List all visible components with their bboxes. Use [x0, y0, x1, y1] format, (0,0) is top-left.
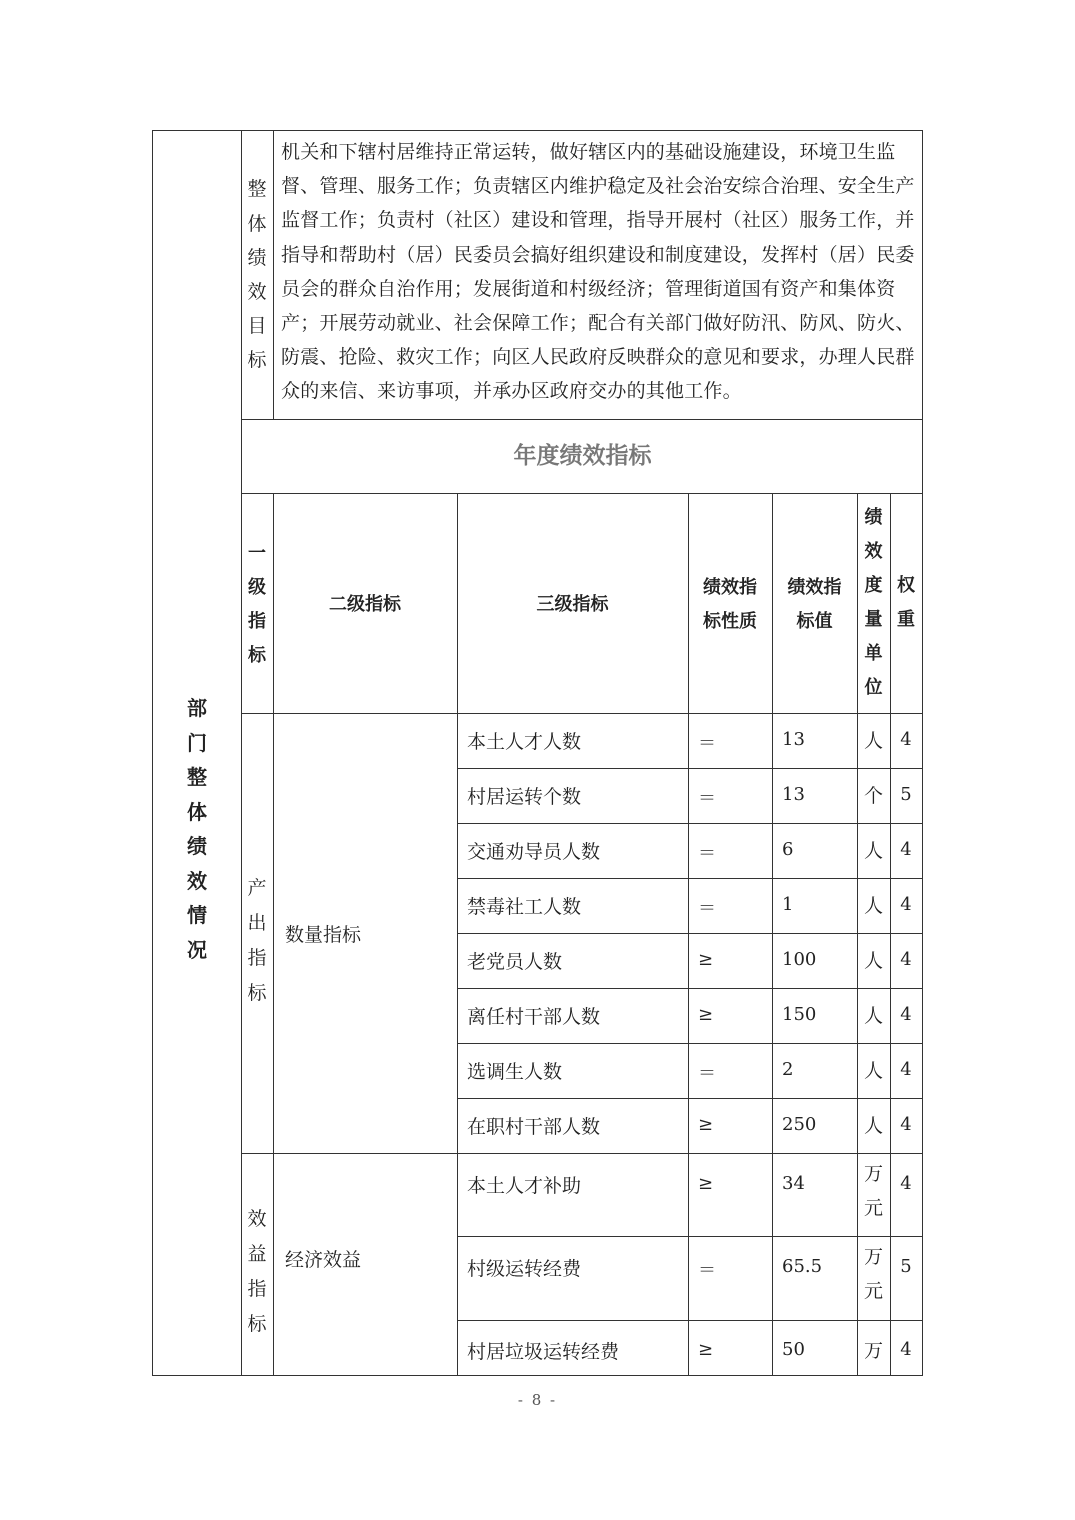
- char: 绩: [247, 246, 267, 269]
- indicator-weight: 4: [900, 1339, 912, 1360]
- char: 标性质: [703, 611, 757, 632]
- char: 一: [248, 543, 266, 564]
- grid-line: [457, 493, 458, 1375]
- char: 效: [247, 281, 267, 303]
- grid-line: [457, 1043, 922, 1044]
- char: 度: [864, 575, 883, 596]
- char: 人: [863, 839, 883, 862]
- char: 指: [247, 947, 267, 969]
- char: 标: [247, 349, 267, 372]
- indicator-name: 离任村干部人数: [467, 1005, 601, 1028]
- char: 人: [863, 949, 883, 972]
- header-level3: 三级指标: [536, 594, 609, 615]
- grid-line: [273, 131, 274, 419]
- indicator-value: 1: [782, 893, 794, 915]
- indicator-value: 2: [782, 1058, 794, 1080]
- indicator-unit: [857, 944, 890, 978]
- indicator-name: 老党员人数: [467, 950, 563, 973]
- grid-line: [457, 933, 922, 934]
- char: 体: [247, 212, 267, 235]
- grid-line: [457, 878, 922, 879]
- indicator-unit: [857, 1109, 890, 1143]
- indicator-weight: 4: [900, 948, 912, 970]
- indicator-weight: 4: [900, 893, 912, 915]
- indicator-unit: [857, 834, 890, 868]
- indicator-name: 交通劝导员人数: [467, 840, 601, 863]
- indicator-weight: 5: [900, 783, 912, 805]
- indicator-value: 100: [782, 948, 817, 970]
- indicator-unit: [857, 999, 890, 1033]
- indicator-nature: ≥: [698, 1003, 714, 1025]
- char: 出: [247, 912, 267, 934]
- grid-line: [457, 823, 922, 824]
- char: 标: [247, 982, 267, 1004]
- level1-output: [241, 871, 273, 1011]
- indicator-weight: 4: [900, 1173, 912, 1194]
- indicator-name: 村居垃圾运转经费: [467, 1341, 620, 1363]
- char: 情: [187, 903, 207, 927]
- char: 元: [863, 1196, 883, 1219]
- grid-line: [457, 1320, 922, 1321]
- grid-line: [273, 493, 274, 1375]
- grid-line: [241, 713, 922, 714]
- indicator-value: 250: [782, 1113, 817, 1135]
- char: 人: [863, 1114, 883, 1137]
- indicator-nature: ＝: [698, 1260, 716, 1281]
- indicator-value: 13: [782, 783, 805, 805]
- indicator-nature: ＝: [698, 897, 716, 919]
- indicator-value: 34: [782, 1173, 805, 1194]
- char: 级: [248, 577, 266, 598]
- char: 效: [864, 541, 883, 562]
- char: 标: [247, 1313, 267, 1335]
- char: 部: [187, 696, 207, 720]
- indicator-nature: ＝: [698, 1062, 716, 1084]
- char: 益: [247, 1243, 267, 1265]
- indicator-nature: ＝: [698, 842, 716, 864]
- char: 门: [187, 730, 207, 755]
- indicator-unit: [857, 724, 890, 758]
- indicator-name: 村居运转个数: [467, 785, 582, 808]
- grid-line: [457, 1098, 922, 1099]
- indicator-nature: ＝: [698, 732, 716, 754]
- indicator-nature: ＝: [698, 787, 716, 809]
- header-level2: 二级指标: [329, 594, 401, 615]
- indicator-unit: [857, 1334, 890, 1368]
- header-unit: [857, 501, 890, 705]
- char: 人: [863, 729, 883, 752]
- char: 单: [864, 643, 883, 664]
- indicator-name: 村级运转经费: [467, 1258, 582, 1280]
- char: 权: [897, 575, 915, 596]
- char: 绩效指: [787, 577, 842, 598]
- header-nature: [688, 571, 772, 639]
- char: 体: [187, 799, 207, 824]
- char: 万: [863, 1162, 883, 1185]
- char: 效: [187, 868, 207, 893]
- indicator-value: 150: [782, 1003, 817, 1025]
- indicator-weight: 4: [900, 1058, 912, 1080]
- indicator-unit: [857, 779, 890, 813]
- char: 万: [863, 1340, 883, 1362]
- indicator-nature: ≥: [698, 948, 714, 970]
- indicator-name: 本土人才人数: [467, 730, 582, 753]
- level2-economic: 经济效益: [285, 1249, 362, 1271]
- indicator-nature: ≥: [698, 1173, 714, 1194]
- indicator-name: 选调生人数: [467, 1060, 563, 1083]
- char: 量: [864, 609, 883, 630]
- indicator-nature: ≥: [698, 1113, 714, 1135]
- indicator-unit: [857, 889, 890, 923]
- indicator-nature: ≥: [698, 1339, 714, 1360]
- indicator-weight: 5: [900, 1256, 912, 1277]
- char: 元: [863, 1280, 883, 1302]
- header-value: [772, 571, 857, 639]
- char: 重: [897, 609, 915, 630]
- char: 绩效指: [703, 577, 757, 598]
- indicator-value: 13: [782, 728, 805, 750]
- grid-line: [457, 768, 922, 769]
- goal-label: [241, 172, 273, 377]
- char: 绩: [187, 834, 207, 858]
- section-label: [153, 691, 241, 967]
- annual-title: 年度绩效指标: [513, 443, 652, 469]
- char: 指: [247, 1278, 267, 1300]
- performance-table: [152, 130, 923, 1376]
- char: 产: [247, 877, 267, 899]
- char: 人: [863, 1059, 883, 1082]
- char: 标: [248, 645, 266, 666]
- indicator-value: 65.5: [782, 1256, 823, 1277]
- grid-line: [457, 988, 922, 989]
- char: 人: [863, 894, 883, 917]
- char: 个: [863, 784, 883, 807]
- char: 指: [248, 611, 266, 632]
- grid-line: [241, 493, 922, 494]
- indicator-name: 禁毒社工人数: [467, 895, 582, 918]
- indicator-unit: [857, 1240, 890, 1308]
- char: 标值: [796, 611, 833, 632]
- goal-text: 机关和下辖村居维持正常运转，做好辖区内的基础设施建设，环境卫生监督、管理、服务工作；负责辖区内维护稳定及社会治安综合治理、安全生产监督工作；负责村（社区）建设和管理，指导开展村（社区）服务工作，并指导和帮助村（居）民委员会搞好组织建设和制度建设，发挥村（居）民委员会的群众自治作用；发展街道和村级经济；管理街道国有资产和集体资产；开展劳动就业、社会保障工作；配合有关部门做好防汛、防风、防火、防震、抢险、救灾工作；向区人民政府反映群众的意见和要求，办理人民群众的来信、来访事项，并承办区政府交办的其他工作。: [281, 141, 915, 403]
- indicator-weight: 4: [900, 1003, 912, 1025]
- indicator-weight: 4: [900, 1113, 912, 1135]
- char: 万: [863, 1246, 883, 1268]
- indicator-weight: 4: [900, 728, 912, 750]
- level1-benefit: [241, 1202, 273, 1342]
- page-number: - 8 -: [517, 1391, 558, 1409]
- indicator-weight: 4: [900, 838, 912, 860]
- header-weight: [890, 569, 922, 637]
- header-level1: [241, 537, 273, 673]
- char: 整: [247, 178, 267, 201]
- char: 位: [864, 677, 883, 698]
- char: 目: [247, 315, 267, 338]
- indicator-name: 本土人才补助: [467, 1175, 582, 1197]
- grid-line: [241, 1153, 922, 1154]
- char: 人: [863, 1004, 883, 1027]
- indicator-name: 在职村干部人数: [467, 1115, 601, 1138]
- indicator-value: 6: [782, 838, 794, 860]
- char: 况: [187, 937, 207, 962]
- grid-line: [457, 1236, 922, 1237]
- char: 整: [187, 765, 207, 789]
- char: 绩: [864, 507, 883, 528]
- indicator-unit: [857, 1157, 890, 1225]
- indicator-value: 50: [782, 1339, 805, 1360]
- char: 效: [247, 1208, 267, 1230]
- indicator-unit: [857, 1054, 890, 1088]
- level2-quantity: 数量指标: [285, 924, 362, 946]
